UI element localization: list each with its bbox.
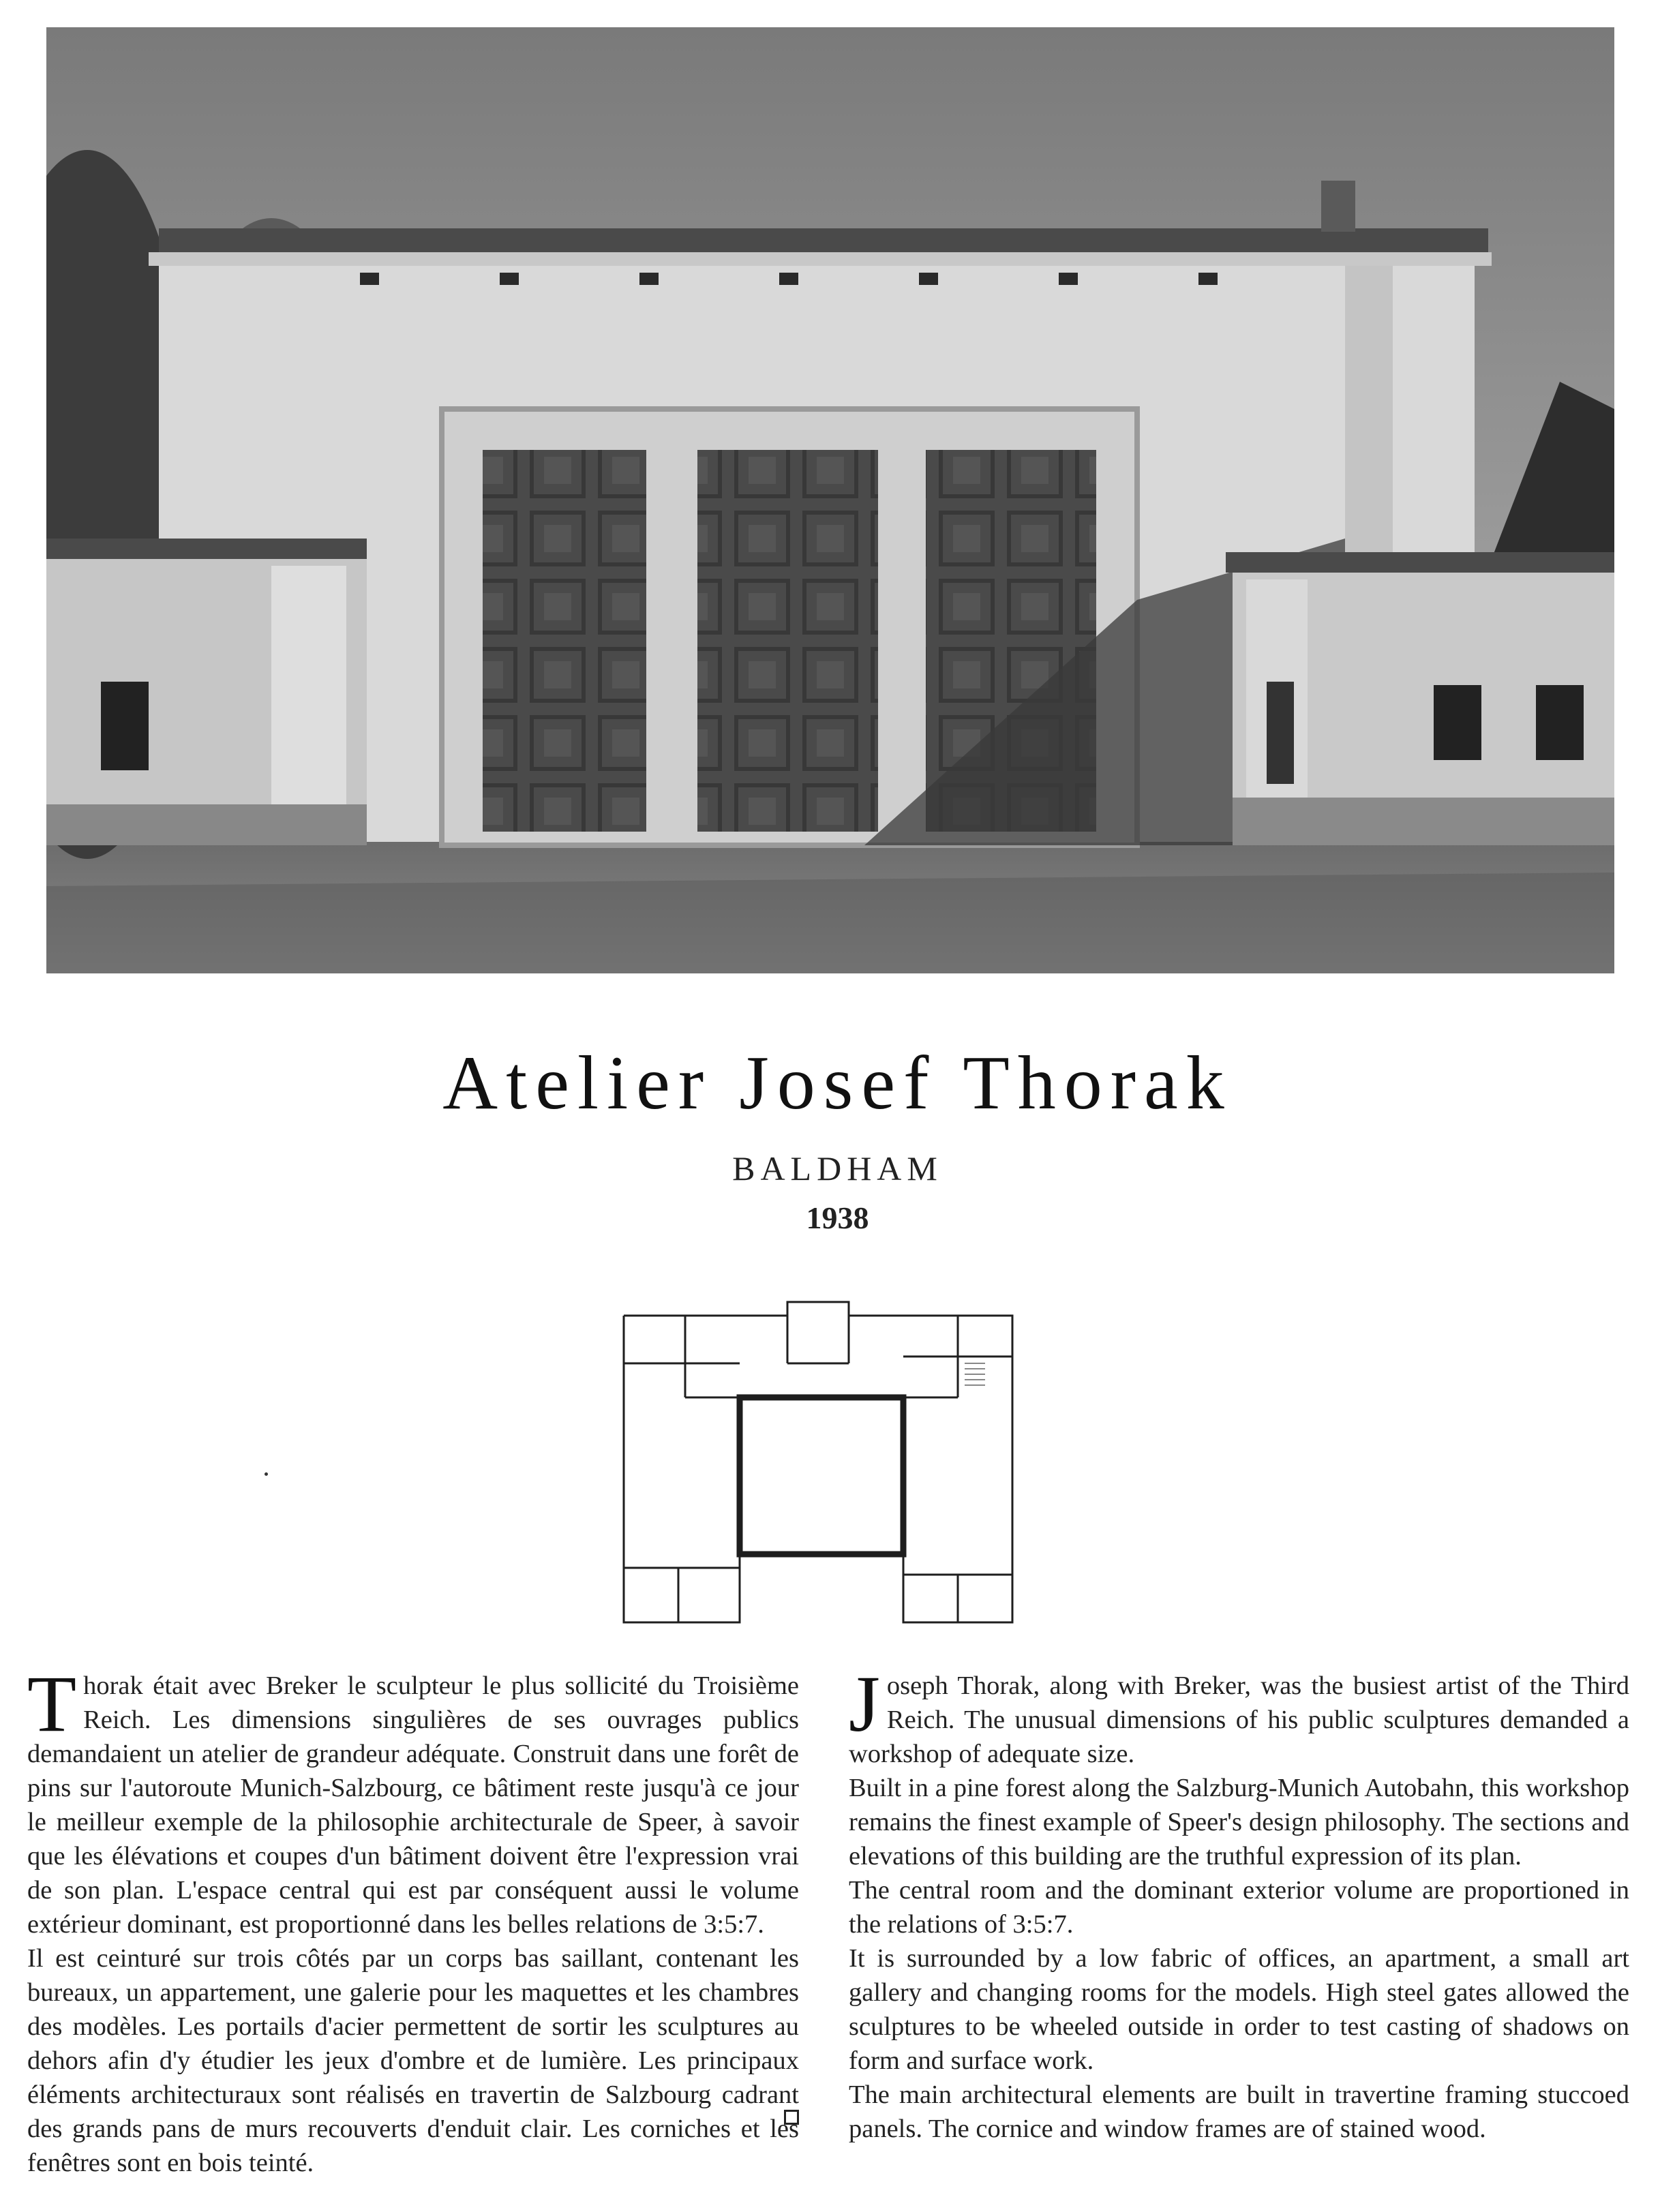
english-paragraph: oseph Thorak, along with Breker, was the busiest artist of the Third Reich. The unusual dimensions of his public sculptures demanded a workshop of adequate size. <box>849 1671 1629 1768</box>
english-dropcap: J <box>849 1659 880 1748</box>
year-label: 1938 <box>806 1200 869 1235</box>
english-text-column <box>849 1659 1629 2146</box>
location-subtitle: BALDHAM <box>732 1149 943 1187</box>
english-paragraph: Built in a pine forest along the Salzburg-Munich Autobahn, this workshop remains the finest example of Speer's design philosophy. The sections and elevations of this building are the truthful expression of its plan. <box>849 1774 1629 1870</box>
english-paragraph: It is surrounded by a low fabric of offices, an apartment, a small art gallery and changing rooms for the models. High steel gates allowed the sculptures to be wheeled outside in order to test casting of shadows on form and surface work. <box>849 1944 1629 2075</box>
french-paragraph: horak était avec Breker le sculpteur le plus sollicité du Troisième Reich. Les dimensions singulières de ses ouvrages publics demandaient un atelier de grandeur adéquate. Construit dans une forêt de pins sur l'autoroute Munich-Salzbourg, ce bâtiment reste jusqu'à ce jour le meilleur exemple de la philosophie architecturale de Speer, à savoir que les élévations et coupes d'un bâtiment doivent être l'expression vrai de son plan. L'espace central qui est par conséquent aussi le volume extérieur dominant, est proportionné dans les belles relations de 3:5:7. <box>27 1671 799 1939</box>
end-of-text-square <box>784 2110 799 2125</box>
english-paragraph: The central room and the dominant exterior volume are proportioned in the relations of 3:5:7. <box>849 1876 1629 1939</box>
english-paragraph: The main architectural elements are built in travertine framing stuccoed panels. The cornice and window frames are of stained wood. <box>849 2080 1629 2143</box>
french-text-column <box>27 1659 799 2180</box>
french-dropcap: T <box>27 1659 77 1748</box>
photograph-drawing <box>46 27 1614 973</box>
stray-dot <box>265 1472 268 1476</box>
building-photograph <box>46 27 1614 973</box>
floor-plan-drawing <box>603 1282 1040 1636</box>
floor-plan <box>603 1282 1040 1636</box>
page-title: Atelier Josef Thorak <box>442 1041 1233 1125</box>
french-paragraph: Il est ceinturé sur trois côtés par un corps bas saillant, contenant les bureaux, un appartement, une galerie pour les maquettes et les chambres des modèles. Les portails d'acier permettent de sortir les sculptures au dehors afin d'y étudier les jeux d'ombre et de lumière. Les principaux éléments architecturaux sont réalisés en travertin de Salzbourg cadrant des grands pans de murs recouverts d'enduit clair. Les corniches et les fenêtres sont en bois teinté. <box>27 1944 799 2177</box>
